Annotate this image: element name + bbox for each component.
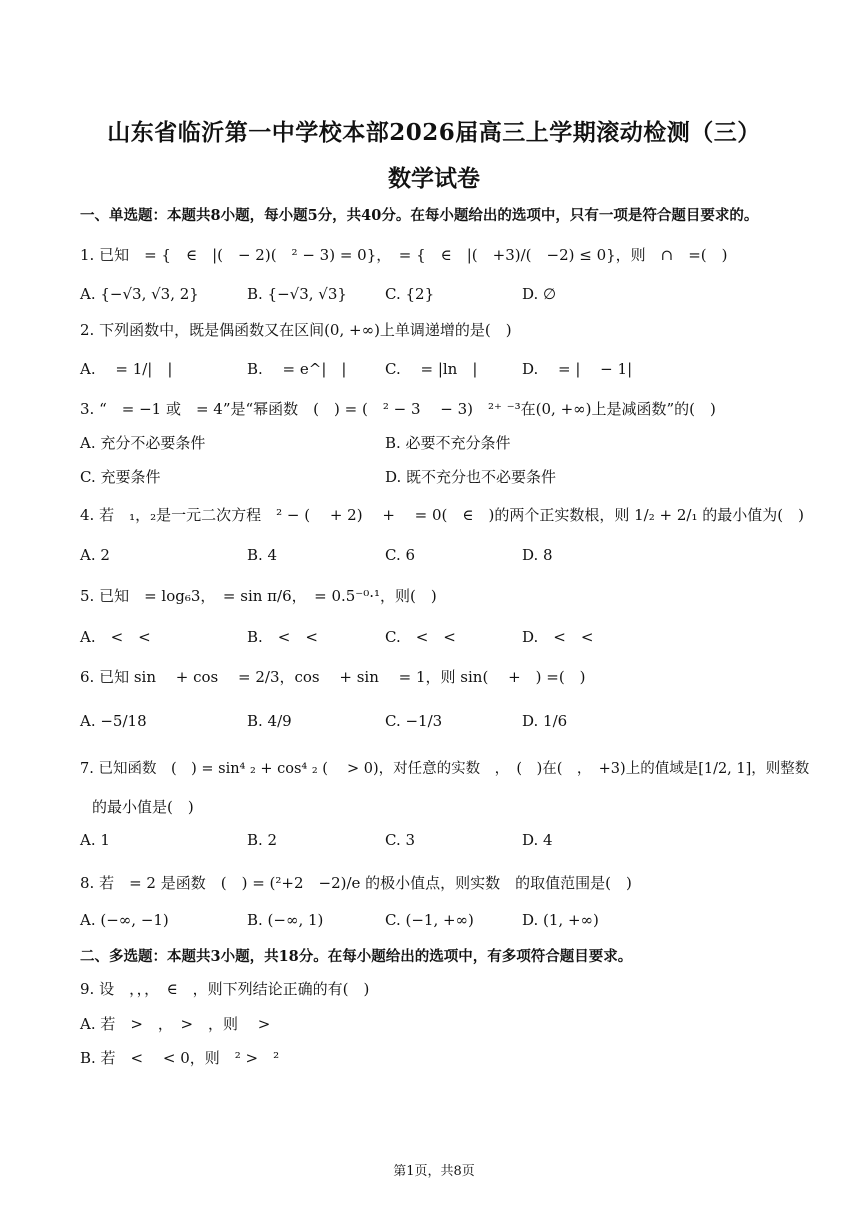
section-multiple-choice: 二、多选题：本题共3小题，共18分。在每小题给出的选项中，有多项符合题目要求。 [80, 948, 633, 965]
q5-option-c: C. < < [385, 628, 456, 646]
q5-option-b: B. < < [247, 628, 318, 646]
q8-stem: 8. 若 = 2 是函数 ( ) = (²+2 −2)/e 的极小值点，则实数 的取值范围是( ) [80, 874, 632, 892]
q5-stem: 5. 已知 = log₆3， = sin π/6， = 0.5⁻⁰·¹，则( ) [80, 587, 437, 605]
q7-option-c: C. 3 [385, 831, 416, 849]
q2-option-d: D. = | − 1| [522, 360, 633, 378]
q2-option-a: A. = 1/| | [80, 360, 173, 378]
q1-option-d: D. ∅ [522, 285, 557, 303]
q6-stem: 6. 已知 sin + cos = 2/3，cos + sin = 1，则 sin( + ) =( ) [80, 668, 586, 686]
q2-option-c: C. = |ln | [385, 360, 478, 378]
q7-stem: 7. 已知函数 ( ) = sin⁴ ₂ + cos⁴ ₂ ( > 0)，对任意的实数 ， ( )在( ， +3)上的值域是[1/2, 1]，则整数 [80, 761, 810, 777]
section-single-choice: 一、单选题：本题共8小题，每小题5分，共40分。在每小题给出的选项中，只有一项是符合题目要求的。 [80, 207, 759, 224]
q1-stem: 1. 已知 = { ∈ |( − 2)( ² − 3) = 0}， = { ∈ |( +3)/( −2) ≤ 0}，则 ∩ =( ) [80, 246, 728, 264]
q9-option-a: A. 若 > ， > ，则 > [80, 1015, 271, 1033]
q7-option-b: B. 2 [247, 831, 278, 849]
q6-option-c: C. −1/3 [385, 712, 443, 730]
q8-option-b: B. (−∞, 1) [247, 911, 324, 929]
q3-option-d: D. 既不充分也不必要条件 [385, 468, 557, 486]
q3-option-a: A. 充分不必要条件 [80, 434, 206, 452]
q4-stem: 4. 若 ₁，₂是一元二次方程 ² − ( + 2) + = 0( ∈ )的两个正实数根，则 1/₂ + 2/₁ 的最小值为( ) [80, 506, 804, 524]
q4-option-a: A. 2 [80, 546, 110, 564]
q5-option-a: A. < < [80, 628, 151, 646]
q7-stem-continued: 的最小值是( ) [92, 798, 194, 816]
q7-option-d: D. 4 [522, 831, 553, 849]
q3-option-b: B. 必要不充分条件 [385, 434, 511, 452]
q1-option-b: B. {−√3, √3} [247, 285, 347, 303]
q8-option-c: C. (−1, +∞) [385, 911, 474, 929]
q8-option-d: D. (1, +∞) [522, 911, 599, 929]
q2-option-b: B. = e^| | [247, 360, 347, 378]
q6-option-a: A. −5/18 [80, 712, 147, 730]
exam-subtitle: 数学试卷 [388, 165, 480, 192]
q3-option-c: C. 充要条件 [80, 468, 161, 486]
q2-stem: 2. 下列函数中，既是偶函数又在区间(0, +∞)上单调递增的是( ) [80, 321, 512, 339]
q9-stem: 9. 设 ，，， ∈ ，则下列结论正确的有( ) [80, 980, 370, 998]
page-footer: 第1页，共8页 [393, 1164, 475, 1179]
q1-option-c: C. {2} [385, 285, 435, 303]
q6-option-b: B. 4/9 [247, 712, 292, 730]
q1-option-a: A. {−√3, √3, 2} [80, 285, 199, 303]
q4-option-c: C. 6 [385, 546, 416, 564]
q8-option-a: A. (−∞, −1) [80, 911, 169, 929]
q4-option-d: D. 8 [522, 546, 553, 564]
q5-option-d: D. < < [522, 628, 594, 646]
q3-stem: 3. “ = −1 或 = 4”是“幂函数 ( ) = ( ² − 3 − 3) ²⁺ ⁻³在(0, +∞)上是减函数”的( ) [80, 400, 716, 418]
q9-option-b: B. 若 < < 0，则 ² > ² [80, 1049, 280, 1067]
q6-option-d: D. 1/6 [522, 712, 568, 730]
exam-title: 山东省临沂第一中学校本部2026届高三上学期滚动检测（三） [107, 119, 761, 146]
q4-option-b: B. 4 [247, 546, 278, 564]
q7-option-a: A. 1 [80, 831, 110, 849]
